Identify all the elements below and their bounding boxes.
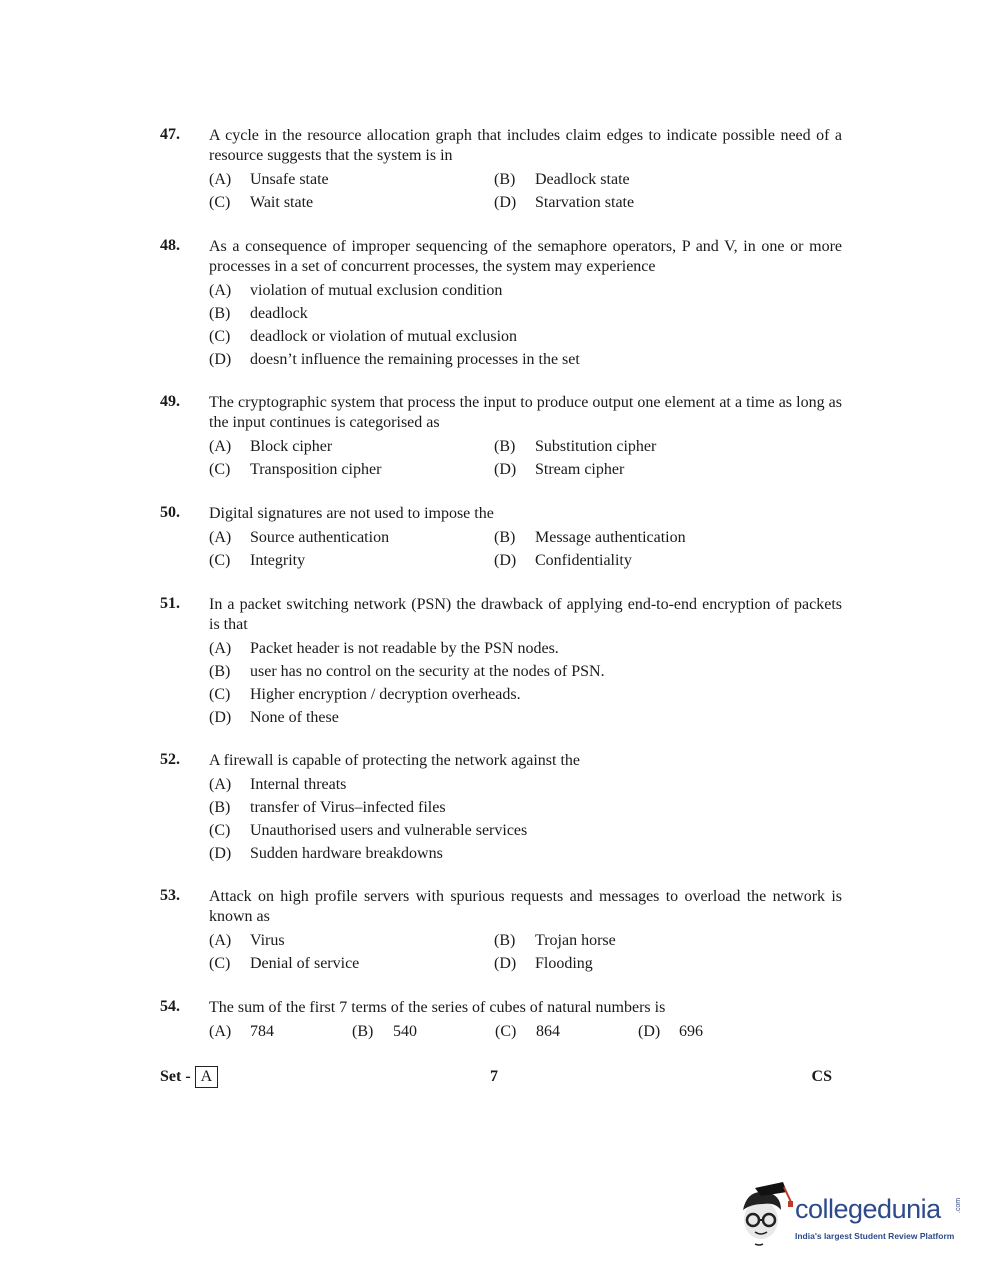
question-54 (160, 998, 842, 1043)
option-b: (B) transfer of Virus–infected files (209, 799, 446, 816)
question-51 (160, 595, 842, 729)
option-b: (B) user has no control on the security at the nodes of PSN. (209, 663, 605, 680)
page-number: 7 (490, 1068, 498, 1085)
option-d: (D) Flooding (494, 955, 593, 972)
question-text: The sum of the first 7 terms of the series of cubes of natural numbers is (209, 999, 666, 1016)
question-number: 47. (160, 126, 180, 143)
question-text: A cycle in the resource allocation graph that includes claim edges to indicate possible need of a resource suggests that the system is in (209, 127, 842, 164)
option-d: (D) Sudden hardware breakdowns (209, 845, 443, 862)
page-footer (160, 1066, 832, 1090)
question-48 (160, 237, 842, 371)
option-d: (D) Stream cipher (494, 461, 625, 478)
option-a: (A) Unsafe state (209, 171, 329, 188)
option-c: (C) Unauthorised users and vulnerable services (209, 822, 528, 839)
question-number: 49. (160, 393, 180, 410)
option-d: (D) 696 (638, 1023, 703, 1040)
question-text: A firewall is capable of protecting the network against the (209, 752, 580, 769)
logo-tagline: India's largest Student Review Platform (795, 1231, 955, 1241)
logo-domain: .com (955, 1197, 963, 1214)
question-53 (160, 887, 842, 975)
mascot-icon (735, 1180, 795, 1250)
set-label: Set - (160, 1068, 191, 1085)
option-a: (A) 784 (209, 1023, 274, 1040)
set-indicator (160, 1066, 218, 1088)
option-b: (B) Trojan horse (494, 932, 616, 949)
option-d: (D) Confidentiality (494, 552, 632, 569)
question-number: 48. (160, 237, 180, 254)
question-text: Attack on high profile servers with spurious requests and messages to overload the network is known as (209, 888, 842, 925)
subject-code: CS (811, 1068, 832, 1085)
option-c: (C) deadlock or violation of mutual exclusion (209, 328, 518, 345)
option-b: (B) Deadlock state (494, 171, 630, 188)
question-52 (160, 751, 842, 865)
logo-wordmark: collegedunia (795, 1194, 941, 1224)
option-a: (A) Source authentication (209, 529, 390, 546)
question-47 (160, 126, 842, 214)
option-c: (C) Transposition cipher (209, 461, 382, 478)
set-box: A (195, 1066, 219, 1088)
question-number: 50. (160, 504, 180, 521)
question-49 (160, 393, 842, 481)
option-b: (B) 540 (352, 1023, 417, 1040)
option-a: (A) Internal threats (209, 776, 347, 793)
option-c: (C) Higher encryption / decryption overheads. (209, 686, 521, 703)
option-a: (A) Virus (209, 932, 285, 949)
option-c: (C) 864 (495, 1023, 560, 1040)
option-d: (D) Starvation state (494, 194, 635, 211)
question-text: The cryptographic system that process the input to produce output one element at a time as long as the input continues is categorised as (209, 394, 842, 431)
question-50 (160, 504, 842, 572)
question-number: 54. (160, 998, 180, 1015)
option-b: (B) Message authentication (494, 529, 686, 546)
question-text: In a packet switching network (PSN) the drawback of applying end-to-end encryption of packets is that (209, 596, 842, 633)
option-a: (A) violation of mutual exclusion condition (209, 282, 503, 299)
option-d: (D) None of these (209, 709, 339, 726)
question-text: As a consequence of improper sequencing of the semaphore operators, P and V, in one or more processes in a set of concurrent processes, the system may experience (209, 238, 842, 275)
option-c: (C) Denial of service (209, 955, 360, 972)
option-d: (D) doesn’t influence the remaining processes in the set (209, 351, 580, 368)
option-c: (C) Integrity (209, 552, 306, 569)
option-b: (B) Substitution cipher (494, 438, 657, 455)
collegedunia-logo (735, 1180, 963, 1250)
option-c: (C) Wait state (209, 194, 314, 211)
question-text: Digital signatures are not used to impose the (209, 505, 494, 522)
option-a: (A) Packet header is not readable by the PSN nodes. (209, 640, 559, 657)
option-a: (A) Block cipher (209, 438, 333, 455)
question-number: 53. (160, 887, 180, 904)
option-b: (B) deadlock (209, 305, 308, 322)
question-number: 51. (160, 595, 180, 612)
question-number: 52. (160, 751, 180, 768)
